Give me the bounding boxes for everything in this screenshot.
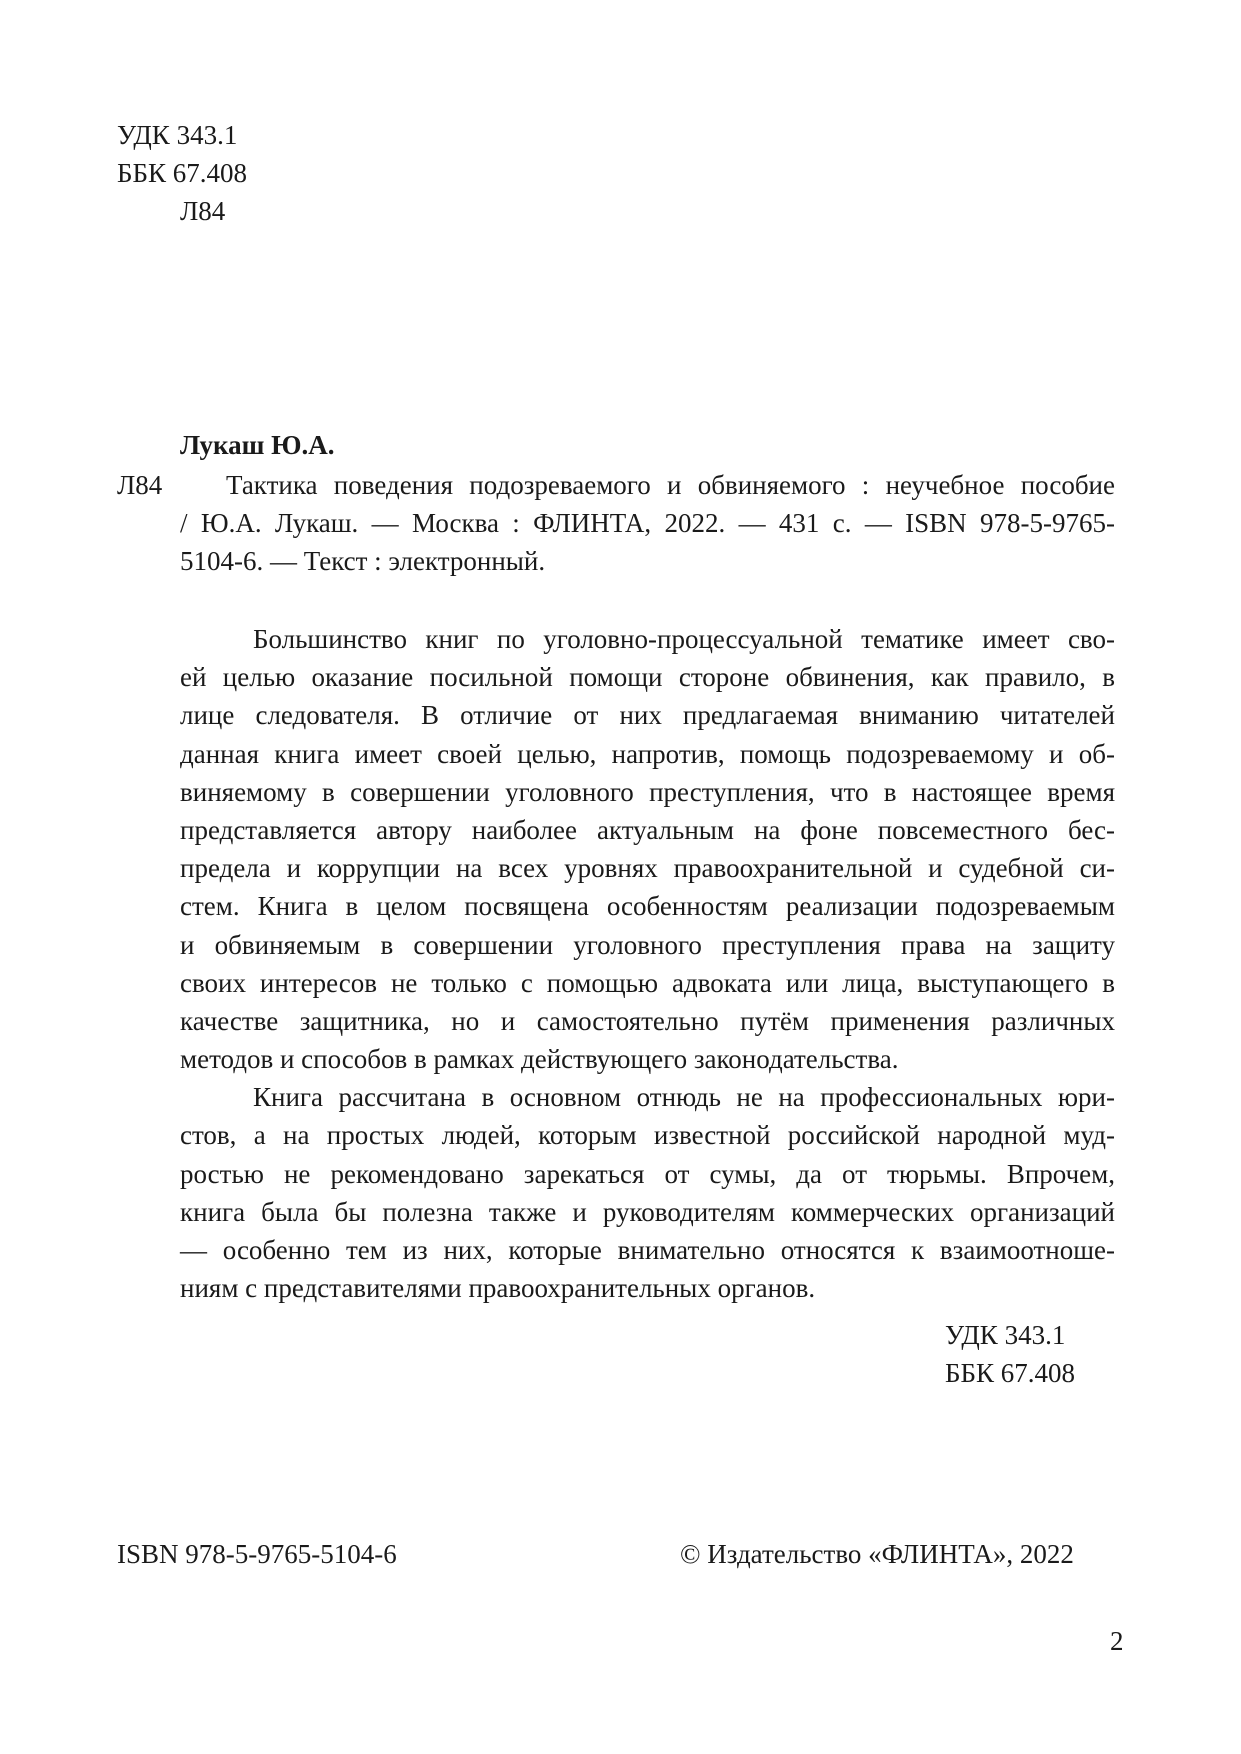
page-number: 2 <box>1110 1626 1124 1656</box>
annotation-line: стов, а на простых людей, которым известной российской народной муд- <box>180 1120 1115 1151</box>
annotation-paragraph-2 <box>180 1080 1115 1309</box>
author-code-entry: Л84 <box>117 470 163 500</box>
udk-code-bottom: УДК 343.1 <box>945 1320 1066 1350</box>
annotation-line: ростью не рекомендовано зарекаться от сумы, да от тюрьмы. Впрочем, <box>180 1158 1115 1189</box>
annotation-line: предела и коррупции на всех уровнях правоохранительной и судебной си- <box>180 853 1115 884</box>
annotation-line: представляется автору наиболее актуальным на фоне повсеместного бес- <box>180 814 1115 845</box>
bibliographic-line: Тактика поведения подозреваемого и обвиняемого : неучебное пособие <box>226 470 1115 500</box>
bibliographic-line: 5104-6. — Текст : электронный. <box>180 546 546 576</box>
annotation-line: и обвиняемым в совершении уголовного преступления права на защиту <box>180 929 1115 960</box>
annotation-line: методов и способов в рамках действующего законодательства. <box>180 1044 899 1075</box>
bbk-code-bottom: ББК 67.408 <box>945 1358 1076 1388</box>
annotation-line: лице следователя. В отличие от них предлагаемая вниманию читателей <box>180 700 1115 731</box>
annotation-line: своих интересов не только с помощью адвоката или лица, выступающего в <box>180 967 1115 998</box>
annotation-text <box>180 622 1115 1309</box>
annotation-line: Книга рассчитана в основном отнюдь не на профессиональных юри- <box>253 1082 1115 1113</box>
annotation-paragraph-1 <box>180 622 1115 1080</box>
annotation-line: стем. Книга в целом посвящена особенностям реализации подозреваемым <box>180 891 1115 922</box>
bibliographic-line: / Ю.А. Лукаш. — Москва : ФЛИНТА, 2022. — 431 с. — ISBN 978-5-9765- <box>180 508 1115 538</box>
author-code-top: Л84 <box>180 196 226 226</box>
annotation-line: Большинство книг по уголовно-процессуальной тематике имеет сво- <box>253 624 1115 654</box>
udk-code-top: УДК 343.1 <box>117 120 238 150</box>
isbn-number: ISBN 978-5-9765-5104-6 <box>117 1539 397 1569</box>
annotation-line: данная книга имеет своей целью, напротив, помощь подозреваемому и об- <box>180 738 1115 769</box>
copyright-notice: © Издательство «ФЛИНТА», 2022 <box>680 1539 1074 1569</box>
bibliographic-description <box>180 468 1115 582</box>
bbk-code-top: ББК 67.408 <box>117 158 248 188</box>
annotation-line: — особенно тем из них, которые внимательно относятся к взаимоотноше- <box>180 1235 1115 1265</box>
annotation-line: ей целью оказание посильной помощи стороне обвинения, как правило, в <box>180 662 1115 693</box>
annotation-line: качестве защитника, но и самостоятельно путём применения различных <box>180 1005 1115 1036</box>
annotation-line: книга была бы полезна также и руководителям коммерческих организаций <box>180 1196 1115 1227</box>
annotation-line: виняемому в совершении уголовного преступления, что в настоящее время <box>180 776 1115 807</box>
author-name: Лукаш Ю.А. <box>180 430 335 460</box>
annotation-line: ниям с представителями правоохранительных органов. <box>180 1273 816 1304</box>
